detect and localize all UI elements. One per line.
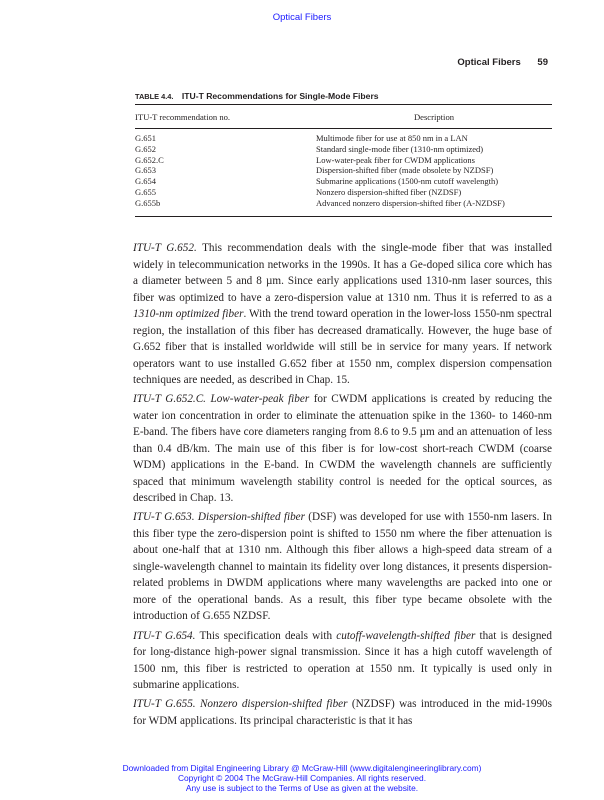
table-header-rule <box>135 128 552 129</box>
paragraph-g654 <box>133 628 552 694</box>
emphasis-term: cutoff-wavelength-shifted fiber <box>336 629 476 642</box>
paragraph-g653 <box>133 509 552 625</box>
table-bottom-rule <box>135 216 552 217</box>
recommendation-cell: G.652 <box>135 143 157 154</box>
download-footer <box>0 763 604 794</box>
paragraph-g652c <box>133 391 552 507</box>
table-row <box>135 144 552 155</box>
table-caption <box>135 91 379 101</box>
table-title: ITU-T Recommendations for Single-Mode Fibers <box>181 91 379 101</box>
paragraph-g652 <box>133 240 552 389</box>
table-row <box>135 176 552 187</box>
table-row <box>135 133 552 144</box>
footer-terms-link[interactable]: Any use is subject to the Terms of Use as given at the website. <box>185 783 419 794</box>
table-row <box>135 198 552 209</box>
paragraph-text: that is designed for long-distance high-power signal transmission. Since it has a high cutoff wavelength of 1500 nm, this fiber is restricted to operation at 1550 nm. It typically is used only in submarine applications. <box>133 629 552 692</box>
description-cell: Advanced nonzero dispersion-shifted fiber (A-NZDSF) <box>316 197 505 208</box>
column-header-recommendation: ITU-T recommendation no. <box>135 112 231 122</box>
emphasis-term: Dispersion-shifted fiber <box>197 511 305 524</box>
recommendation-cell: G.654 <box>135 176 157 187</box>
table-label: TABLE 4.4. <box>135 92 174 101</box>
description-cell: Low-water-peak fiber for CWDM applications <box>316 154 475 165</box>
paragraph-lead: ITU-T G.655. <box>133 698 196 711</box>
body-text <box>133 240 552 732</box>
footer-copyright: Copyright © 2004 The McGraw-Hill Companies. All rights reserved. <box>177 773 427 784</box>
recommendation-cell: G.655 <box>135 186 157 197</box>
emphasis-term: Nonzero dispersion-shifted fiber <box>199 698 348 711</box>
description-cell: Dispersion-shifted fiber (made obsolete by NZDSF) <box>316 165 494 176</box>
recommendation-cell: G.652.C <box>135 154 164 165</box>
page-number: 59 <box>537 57 548 68</box>
paragraph-text: (DSF) was developed for use with 1550-nm lasers. In this fiber type the zero-dispersion point is shifted to 1550 nm where the fiber attenuation is about one-half that at 1310 nm. Although this fiber allows a high-speed data stream of a single-wavelength channel to maintain its fidelity over long distances, it presents dispersion-related problems in DWDM applications where many wavelengths are packed into one or more of the operational bands. As a result, this fiber type became obsolete with the introduction of G.655 NZDSF. <box>133 511 552 623</box>
emphasis-term: 1310-nm optimized fiber <box>133 308 244 320</box>
paragraph-text: (NZDSF) was introduced in the mid-1990s for WDM applications. Its principal characteristic is that it has <box>133 698 552 727</box>
column-header-description: Description <box>413 112 455 122</box>
paragraph-lead: ITU-T G.653. <box>133 511 195 524</box>
table-top-rule <box>135 104 552 105</box>
table-row <box>135 155 552 166</box>
recommendation-cell: G.655b <box>135 197 161 208</box>
description-cell: Standard single-mode fiber (1310-nm optimized) <box>316 143 484 154</box>
footer-download-link[interactable]: Downloaded from Digital Engineering Library @ McGraw-Hill (www.digitalengineeringlibrary.com) <box>122 763 482 773</box>
description-cell: Submarine applications (1500-nm cutoff wavelength) <box>316 176 499 187</box>
running-head-title: Optical Fibers <box>457 57 521 68</box>
table-row <box>135 165 552 176</box>
paragraph-text: for CWDM applications is created by reducing the water ion concentration in order to eliminate the attenuation spike in the 1360- to 1460-nm E-band. The fibers have core diameters ranging from 8.6 to 9.5 µm and an attenuation of less than 0.4 dB/km. The main use of this fiber is for low-cost short-reach CWDM (coarse WDM) applications in the E-band. In CWDM the wavelength channels are sufficiently spaced that minimum wavelength stability control is needed for the optical sources, as described in Chap. 13. <box>133 393 553 505</box>
paragraph-lead: ITU-T G.652.C. <box>133 393 206 406</box>
paragraph-g655 <box>133 696 552 729</box>
paragraph-text: This recommendation deals with the single-mode fiber that was installed widely in telecommunication networks in the 1990s. It has a Ge-doped silica core which has a diameter between 5 and 8 µm. Since early applications used 1310-nm laser sources, this fiber was optimized to have a zero-dispersion value at 1310 nm. Thus it is referred to as a <box>133 242 552 304</box>
running-head <box>457 57 548 68</box>
recommendation-cell: G.651 <box>135 133 157 143</box>
paragraph-lead: ITU-T G.654. <box>133 629 196 642</box>
paragraph-text: This specification deals with <box>195 629 337 642</box>
table-body <box>135 133 552 209</box>
description-cell: Nonzero dispersion-shifted fiber (NZDSF) <box>316 186 462 197</box>
paragraph-lead: ITU-T G.652. <box>133 242 197 254</box>
recommendation-cell: G.653 <box>135 165 157 176</box>
emphasis-term: Low-water-peak fiber <box>210 393 310 406</box>
paragraph-text: . With the trend toward operation in the lower-loss 1550-nm spectral region, the installation of this fiber has decreased dramatically. However, the huge base of G.652 fiber that is installed worldwide will still be in service for many years. If network operators want to use installed G.652 fiber at 1550 nm, complex dispersion compensation techniques are needed, as described in Chap. 15. <box>133 308 552 386</box>
top-link[interactable]: Optical Fibers <box>272 12 332 23</box>
table-row <box>135 187 552 198</box>
description-cell: Multimode fiber for use at 850 nm in a LAN <box>316 133 468 143</box>
